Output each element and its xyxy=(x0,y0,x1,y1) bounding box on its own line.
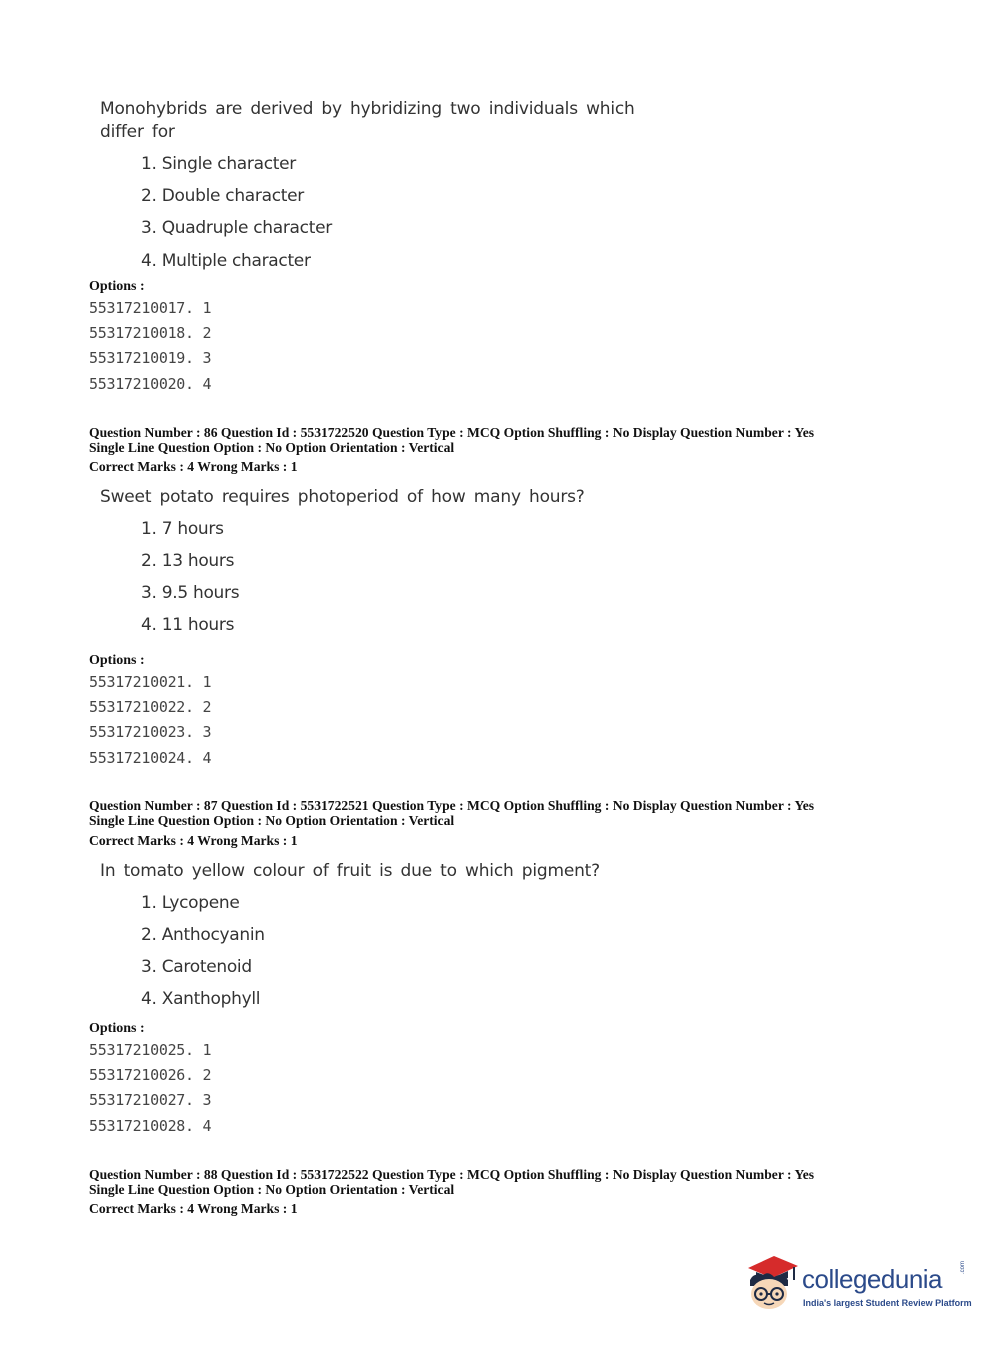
question-86-option-id-3: 55317210023. 3 xyxy=(89,723,212,741)
question-86-meta-line-1: Question Number : 86 Question Id : 5531722520 Question Type : MCQ Option Shuffling : No Display Question Number : Yes xyxy=(89,425,815,440)
question-87-option-id-2: 55317210026. 2 xyxy=(89,1066,212,1084)
question-87-options-label: Options : xyxy=(89,1021,145,1036)
question-87-choice-4: 4. Xanthophyll xyxy=(141,989,261,1009)
question-86-choice-3: 3. 9.5 hours xyxy=(141,583,240,603)
question-88-meta-line-1: Question Number : 88 Question Id : 5531722522 Question Type : MCQ Option Shuffling : No Display Question Number : Yes xyxy=(89,1167,815,1182)
question-86-marks: Correct Marks : 4 Wrong Marks : 1 xyxy=(89,459,298,474)
question-86-option-id-2: 55317210022. 2 xyxy=(89,698,212,716)
question-87-choice-1: 1. Lycopene xyxy=(141,893,240,913)
question-86-option-id-4: 55317210024. 4 xyxy=(89,749,212,767)
question-86-choice-1: 1. 7 hours xyxy=(141,519,224,539)
question-85-option-id-4: 55317210020. 4 xyxy=(89,375,212,393)
question-85-text-line-1: Monohybrids are derived by hybridizing two individuals which xyxy=(100,99,635,119)
question-85-choice-1: 1. Single character xyxy=(141,154,296,174)
question-88-meta-line-2: Single Line Question Option : No Option Orientation : Vertical xyxy=(89,1182,455,1197)
question-88-marks: Correct Marks : 4 Wrong Marks : 1 xyxy=(89,1201,298,1216)
question-87-option-id-1: 55317210025. 1 xyxy=(89,1041,212,1059)
question-85-choice-4: 4. Multiple character xyxy=(141,251,311,271)
question-85-choice-2: 2. Double character xyxy=(141,186,304,206)
question-85-option-id-2: 55317210018. 2 xyxy=(89,324,212,342)
question-87-option-id-4: 55317210028. 4 xyxy=(89,1117,212,1135)
question-87-option-id-3: 55317210027. 3 xyxy=(89,1091,212,1109)
question-86-options-label: Options : xyxy=(89,653,145,668)
logo-name: collegedunia xyxy=(802,1264,943,1294)
collegedunia-logo xyxy=(742,1250,972,1320)
question-87-choice-2: 2. Anthocyanin xyxy=(141,925,265,945)
question-86-meta-line-2: Single Line Question Option : No Option Orientation : Vertical xyxy=(89,440,455,455)
question-86-choice-2: 2. 13 hours xyxy=(141,551,235,571)
question-85-option-id-1: 55317210017. 1 xyxy=(89,299,212,317)
student-mascot-icon xyxy=(742,1250,800,1316)
question-86-choice-4: 4. 11 hours xyxy=(141,615,235,635)
question-86-text: Sweet potato requires photoperiod of how many hours? xyxy=(100,487,585,507)
question-86-option-id-1: 55317210021. 1 xyxy=(89,673,212,691)
question-87-text: In tomato yellow colour of fruit is due to which pigment? xyxy=(100,861,600,881)
question-87-marks: Correct Marks : 4 Wrong Marks : 1 xyxy=(89,833,298,848)
question-87-meta-line-1: Question Number : 87 Question Id : 5531722521 Question Type : MCQ Option Shuffling : No Display Question Number : Yes xyxy=(89,798,815,813)
logo-domain: .com xyxy=(960,1260,966,1274)
question-85-options-label: Options : xyxy=(89,279,145,294)
logo-tagline: India's largest Student Review Platform xyxy=(803,1298,972,1308)
question-85-choice-3: 3. Quadruple character xyxy=(141,218,332,238)
question-87-meta-line-2: Single Line Question Option : No Option Orientation : Vertical xyxy=(89,813,455,828)
question-85-option-id-3: 55317210019. 3 xyxy=(89,349,212,367)
question-85-text-line-2: differ for xyxy=(100,122,175,142)
question-87-choice-3: 3. Carotenoid xyxy=(141,957,252,977)
